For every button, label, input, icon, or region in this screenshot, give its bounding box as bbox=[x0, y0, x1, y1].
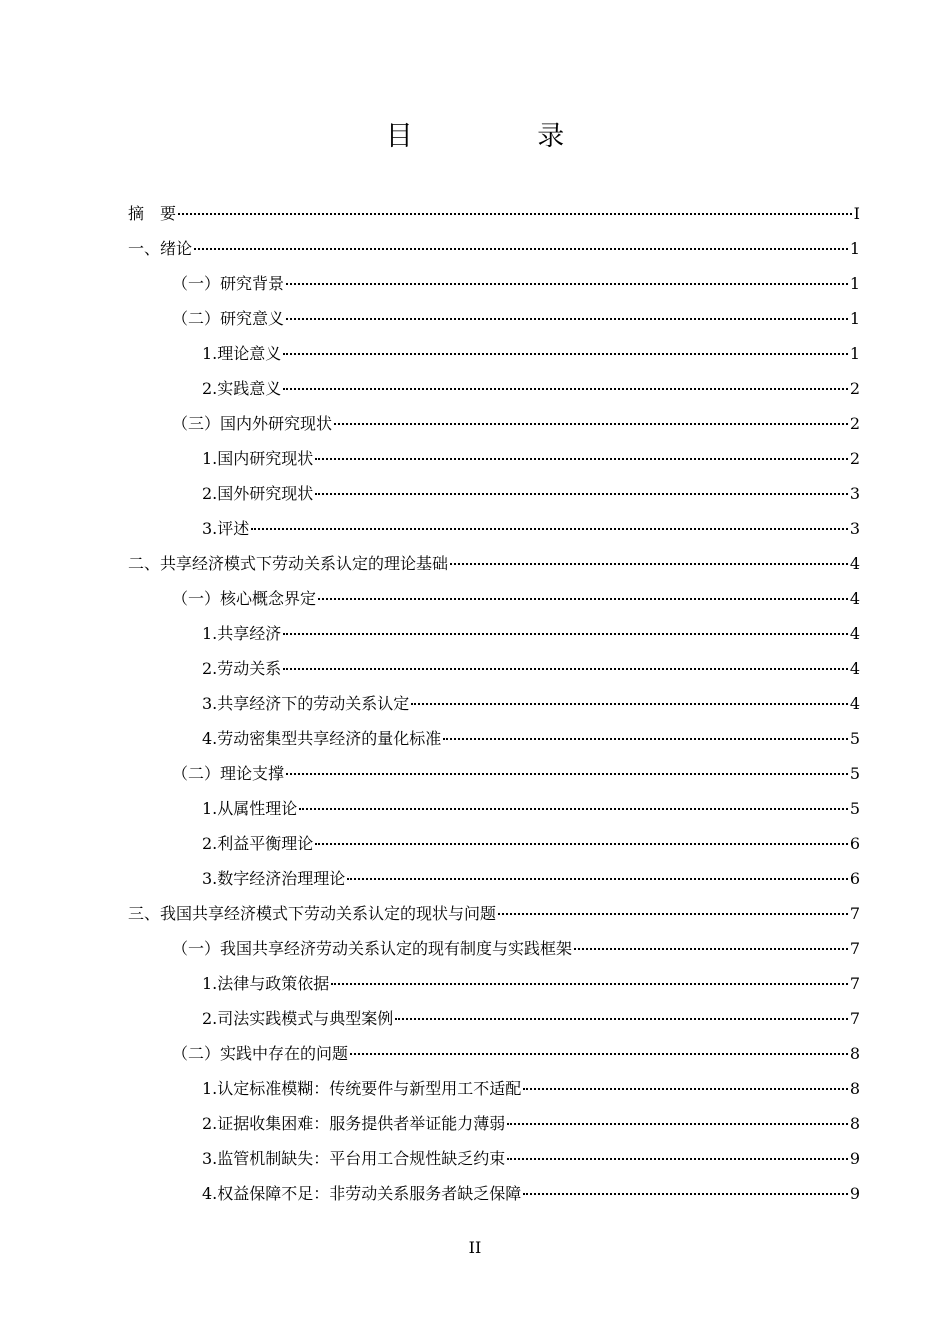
dot-leader bbox=[498, 913, 848, 915]
dot-leader bbox=[299, 808, 848, 810]
toc-entry[interactable] bbox=[128, 1071, 860, 1106]
table-of-contents bbox=[128, 196, 860, 1211]
dot-leader bbox=[350, 1053, 848, 1055]
dot-leader bbox=[315, 493, 848, 495]
toc-entry[interactable] bbox=[128, 511, 860, 546]
toc-entry-label: 三、我国共享经济模式下劳动关系认定的现状与问题 bbox=[128, 904, 497, 923]
toc-entry-label: 2.劳动关系 bbox=[202, 659, 282, 678]
toc-entry[interactable] bbox=[128, 1001, 860, 1036]
page-title: 目 录 bbox=[385, 121, 623, 152]
toc-entry[interactable] bbox=[128, 966, 860, 1001]
toc-entry[interactable] bbox=[128, 231, 860, 266]
toc-entry-page: 9 bbox=[849, 1184, 860, 1203]
toc-entry-label: （二）研究意义 bbox=[172, 309, 285, 328]
toc-entry[interactable] bbox=[128, 476, 860, 511]
toc-entry-page: 1 bbox=[849, 274, 860, 293]
toc-entry[interactable] bbox=[128, 406, 860, 441]
toc-entry-page: 1 bbox=[849, 344, 860, 363]
toc-entry-label: 3.共享经济下的劳动关系认定 bbox=[202, 694, 410, 713]
toc-entry-page: 6 bbox=[849, 869, 860, 888]
toc-entry-page: 5 bbox=[849, 799, 860, 818]
dot-leader bbox=[286, 283, 848, 285]
toc-entry[interactable] bbox=[128, 336, 860, 371]
toc-entry-page: 1 bbox=[849, 239, 860, 258]
toc-entry-label: 2.实践意义 bbox=[202, 379, 282, 398]
toc-entry[interactable] bbox=[128, 826, 860, 861]
toc-entry[interactable] bbox=[128, 1106, 860, 1141]
toc-entry-page: 2 bbox=[849, 449, 860, 468]
toc-entry-page: 3 bbox=[849, 519, 860, 538]
toc-entry[interactable] bbox=[128, 266, 860, 301]
dot-leader bbox=[318, 598, 848, 600]
toc-entry[interactable] bbox=[128, 196, 860, 231]
dot-leader bbox=[334, 423, 848, 425]
toc-entry-page: 8 bbox=[849, 1044, 860, 1063]
toc-entry-label: （二）实践中存在的问题 bbox=[172, 1044, 349, 1063]
toc-entry-page: 9 bbox=[849, 1149, 860, 1168]
toc-entry-label: 4.权益保障不足：非劳动关系服务者缺乏保障 bbox=[202, 1184, 522, 1203]
toc-entry-page: 8 bbox=[849, 1079, 860, 1098]
toc-entry-page: 2 bbox=[849, 414, 860, 433]
toc-entry[interactable] bbox=[128, 651, 860, 686]
toc-entry-label: 3.监管机制缺失：平台用工合规性缺乏约束 bbox=[202, 1149, 506, 1168]
toc-entry-page: 7 bbox=[849, 974, 860, 993]
toc-entry-page: 4 bbox=[849, 589, 860, 608]
toc-entry-page: 5 bbox=[849, 764, 860, 783]
toc-entry-label: （一）我国共享经济劳动关系认定的现有制度与实践框架 bbox=[172, 939, 573, 958]
toc-entry[interactable] bbox=[128, 791, 860, 826]
toc-entry[interactable] bbox=[128, 301, 860, 336]
dot-leader bbox=[507, 1158, 848, 1160]
toc-entry-page: 1 bbox=[849, 309, 860, 328]
toc-entry-label: （一）研究背景 bbox=[172, 274, 285, 293]
toc-entry-label: 3.数字经济治理理论 bbox=[202, 869, 346, 888]
toc-entry[interactable] bbox=[128, 1036, 860, 1071]
toc-entry-label: 二、共享经济模式下劳动关系认定的理论基础 bbox=[128, 554, 449, 573]
toc-entry-page: 2 bbox=[849, 379, 860, 398]
dot-leader bbox=[283, 668, 848, 670]
dot-leader bbox=[331, 983, 848, 985]
dot-leader bbox=[194, 248, 848, 250]
toc-entry[interactable] bbox=[128, 616, 860, 651]
toc-entry-page: 7 bbox=[849, 939, 860, 958]
toc-entry-label: 一、绪论 bbox=[128, 239, 193, 258]
dot-leader bbox=[411, 703, 848, 705]
dot-leader bbox=[315, 843, 848, 845]
toc-entry[interactable] bbox=[128, 371, 860, 406]
dot-leader bbox=[395, 1018, 848, 1020]
dot-leader bbox=[523, 1193, 848, 1195]
toc-entry-page: 5 bbox=[849, 729, 860, 748]
dot-leader bbox=[178, 213, 852, 215]
toc-entry[interactable] bbox=[128, 861, 860, 896]
toc-entry-label: 2.国外研究现状 bbox=[202, 484, 314, 503]
dot-leader bbox=[286, 773, 848, 775]
toc-entry-label: 摘 要 bbox=[128, 204, 177, 223]
toc-entry[interactable] bbox=[128, 756, 860, 791]
toc-entry[interactable] bbox=[128, 581, 860, 616]
toc-entry[interactable] bbox=[128, 546, 860, 581]
toc-entry[interactable] bbox=[128, 1176, 860, 1211]
dot-leader bbox=[523, 1088, 848, 1090]
toc-entry-label: 2.利益平衡理论 bbox=[202, 834, 314, 853]
toc-entry-label: （一）核心概念界定 bbox=[172, 589, 317, 608]
toc-entry-label: 1.共享经济 bbox=[202, 624, 282, 643]
toc-entry-label: 1.国内研究现状 bbox=[202, 449, 314, 468]
dot-leader bbox=[251, 528, 848, 530]
toc-entry-label: （二）理论支撑 bbox=[172, 764, 285, 783]
toc-entry-page: 3 bbox=[849, 484, 860, 503]
toc-entry-page: 6 bbox=[849, 834, 860, 853]
toc-entry-label: 3.评述 bbox=[202, 519, 250, 538]
toc-entry-page: 7 bbox=[849, 904, 860, 923]
dot-leader bbox=[574, 948, 848, 950]
toc-entry-label: 1.从属性理论 bbox=[202, 799, 298, 818]
toc-entry-page: I bbox=[853, 204, 860, 223]
toc-entry-label: 2.司法实践模式与典型案例 bbox=[202, 1009, 394, 1028]
dot-leader bbox=[450, 563, 848, 565]
page-number: II bbox=[468, 1238, 482, 1257]
toc-entry[interactable] bbox=[128, 1141, 860, 1176]
toc-entry-page: 8 bbox=[849, 1114, 860, 1133]
toc-entry-page: 4 bbox=[849, 694, 860, 713]
dot-leader bbox=[283, 388, 848, 390]
dot-leader bbox=[283, 633, 848, 635]
toc-entry[interactable] bbox=[128, 721, 860, 756]
toc-entry-label: 4.劳动密集型共享经济的量化标准 bbox=[202, 729, 442, 748]
toc-entry-label: 2.证据收集困难：服务提供者举证能力薄弱 bbox=[202, 1114, 506, 1133]
toc-entry[interactable] bbox=[128, 931, 860, 966]
toc-entry[interactable] bbox=[128, 896, 860, 931]
toc-entry-page: 4 bbox=[849, 659, 860, 678]
toc-entry-label: （三）国内外研究现状 bbox=[172, 414, 333, 433]
toc-entry-page: 7 bbox=[849, 1009, 860, 1028]
dot-leader bbox=[315, 458, 848, 460]
dot-leader bbox=[347, 878, 848, 880]
toc-entry[interactable] bbox=[128, 686, 860, 721]
toc-entry-label: 1.法律与政策依据 bbox=[202, 974, 330, 993]
dot-leader bbox=[283, 353, 848, 355]
toc-entry-label: 1.认定标准模糊：传统要件与新型用工不适配 bbox=[202, 1079, 522, 1098]
dot-leader bbox=[507, 1123, 848, 1125]
toc-entry-page: 4 bbox=[849, 624, 860, 643]
toc-entry[interactable] bbox=[128, 441, 860, 476]
toc-entry-label: 1.理论意义 bbox=[202, 344, 282, 363]
dot-leader bbox=[286, 318, 848, 320]
toc-entry-page: 4 bbox=[849, 554, 860, 573]
dot-leader bbox=[443, 738, 848, 740]
